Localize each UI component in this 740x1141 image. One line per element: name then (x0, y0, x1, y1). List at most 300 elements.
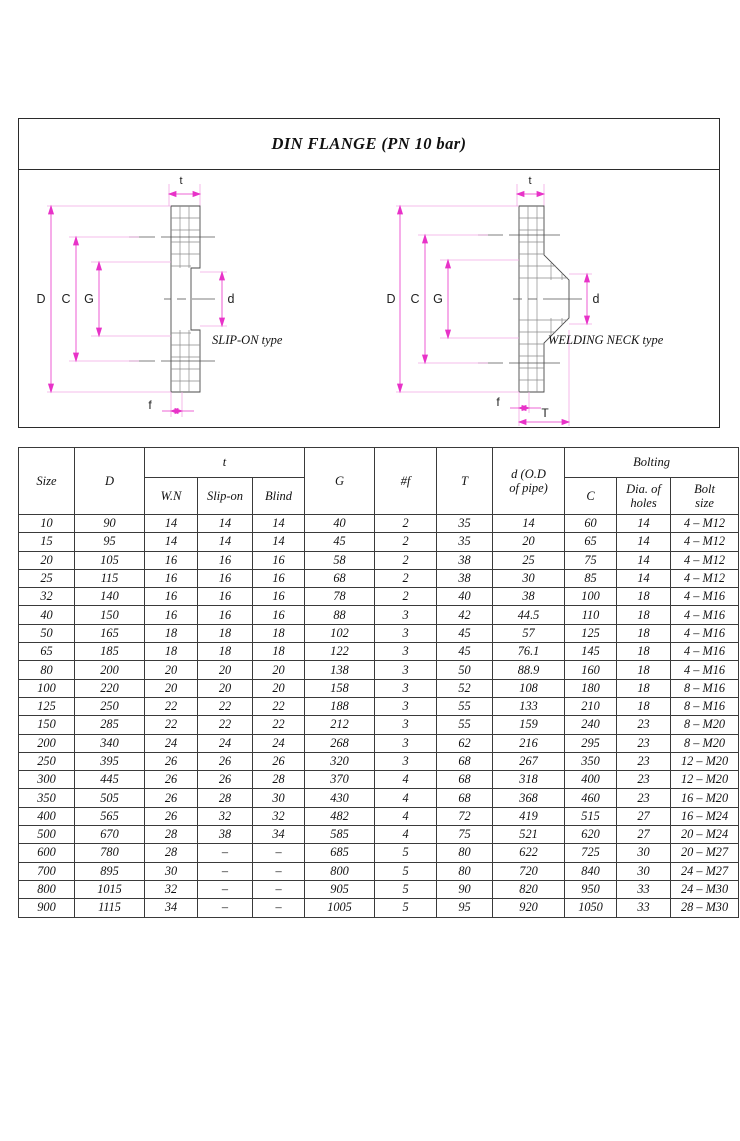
cell-blind: 16 (253, 588, 305, 606)
cell-dia-holes: 23 (617, 734, 671, 752)
cell-bolt-size: 12 – M20 (671, 771, 739, 789)
cell-hash-f: 2 (375, 569, 437, 587)
cell-G: 482 (305, 807, 375, 825)
cell-G: 68 (305, 569, 375, 587)
cell-dia-holes: 30 (617, 844, 671, 862)
col-header-T: T (437, 448, 493, 515)
cell-slip-on: – (198, 862, 253, 880)
cell-T: 45 (437, 643, 493, 661)
cell-blind: 20 (253, 679, 305, 697)
cell-C: 350 (565, 752, 617, 770)
cell-T: 68 (437, 789, 493, 807)
dim-label-D: D (36, 292, 46, 306)
cell-C: 65 (565, 533, 617, 551)
dim-label-d: d (227, 292, 235, 306)
col-header-size: Size (19, 448, 75, 515)
cell-bolt-size: 4 – M12 (671, 533, 739, 551)
bolt-size-line-1: Bolt (694, 481, 715, 496)
cell-slip-on: 26 (198, 752, 253, 770)
cell-size: 32 (19, 588, 75, 606)
cell-D: 150 (75, 606, 145, 624)
cell-hash-f: 3 (375, 606, 437, 624)
cell-size: 250 (19, 752, 75, 770)
cell-bolt-size: 24 – M30 (671, 880, 739, 898)
cell-dia-holes: 27 (617, 826, 671, 844)
cell-G: 430 (305, 789, 375, 807)
table-body (19, 515, 739, 918)
cell-D: 505 (75, 789, 145, 807)
d-pipe-line-1: d (O.D (511, 467, 546, 481)
cell-bolt-size: 4 – M16 (671, 606, 739, 624)
cell-G: 188 (305, 697, 375, 715)
cell-C: 100 (565, 588, 617, 606)
cell-dia-holes: 18 (617, 624, 671, 642)
cell-size: 20 (19, 551, 75, 569)
cell-slip-on: 16 (198, 569, 253, 587)
cell-D: 90 (75, 515, 145, 533)
cell-D: 1115 (75, 899, 145, 917)
cell-bolt-size: 16 – M20 (671, 789, 739, 807)
cell-hash-f: 3 (375, 752, 437, 770)
cell-hash-f: 5 (375, 880, 437, 898)
cell-hash-f: 3 (375, 661, 437, 679)
cell-bolt-size: 20 – M24 (671, 826, 739, 844)
cell-wn: 26 (145, 752, 198, 770)
cell-bolt-size: 4 – M12 (671, 551, 739, 569)
cell-d-pipe: 920 (493, 899, 565, 917)
cell-T: 80 (437, 844, 493, 862)
cell-bolt-size: 12 – M20 (671, 752, 739, 770)
cell-G: 88 (305, 606, 375, 624)
cell-G: 320 (305, 752, 375, 770)
cell-C: 840 (565, 862, 617, 880)
table-row (19, 844, 739, 862)
cell-wn: 34 (145, 899, 198, 917)
cell-bolt-size: 20 – M27 (671, 844, 739, 862)
cell-T: 52 (437, 679, 493, 697)
cell-slip-on: 18 (198, 643, 253, 661)
cell-T: 55 (437, 716, 493, 734)
table-row (19, 569, 739, 587)
dim-label-T: T (541, 406, 549, 420)
dim-label-G: G (84, 292, 94, 306)
flange-spec-table (18, 447, 739, 918)
cell-dia-holes: 27 (617, 807, 671, 825)
dim-f (510, 392, 541, 413)
cell-bolt-size: 4 – M16 (671, 624, 739, 642)
cell-G: 40 (305, 515, 375, 533)
cell-G: 685 (305, 844, 375, 862)
cell-slip-on: 20 (198, 661, 253, 679)
cell-D: 140 (75, 588, 145, 606)
cell-D: 780 (75, 844, 145, 862)
cell-d-pipe: 108 (493, 679, 565, 697)
cell-slip-on: 26 (198, 771, 253, 789)
cell-d-pipe: 76.1 (493, 643, 565, 661)
cell-slip-on: 16 (198, 551, 253, 569)
cell-blind: – (253, 899, 305, 917)
cell-size: 300 (19, 771, 75, 789)
cell-wn: 16 (145, 588, 198, 606)
cell-slip-on: 32 (198, 807, 253, 825)
d-pipe-line-2: of pipe) (509, 481, 548, 495)
cell-G: 158 (305, 679, 375, 697)
cell-hash-f: 4 (375, 771, 437, 789)
cell-size: 25 (19, 569, 75, 587)
col-header-dia-holes (617, 477, 671, 514)
cell-d-pipe: 720 (493, 862, 565, 880)
table-row (19, 752, 739, 770)
cell-blind: 18 (253, 643, 305, 661)
cell-bolt-size: 28 – M30 (671, 899, 739, 917)
cell-blind: 16 (253, 606, 305, 624)
cell-size: 200 (19, 734, 75, 752)
dim-label-d: d (592, 292, 600, 306)
cell-slip-on: 22 (198, 716, 253, 734)
cell-T: 68 (437, 752, 493, 770)
cell-hash-f: 3 (375, 716, 437, 734)
cell-size: 100 (19, 679, 75, 697)
col-header-hash-f: #f (375, 448, 437, 515)
cell-dia-holes: 30 (617, 862, 671, 880)
cell-T: 72 (437, 807, 493, 825)
cell-hash-f: 2 (375, 588, 437, 606)
cell-blind: 26 (253, 752, 305, 770)
cell-T: 38 (437, 569, 493, 587)
cell-size: 600 (19, 844, 75, 862)
cell-d-pipe: 521 (493, 826, 565, 844)
cell-wn: 16 (145, 569, 198, 587)
cell-C: 620 (565, 826, 617, 844)
cell-blind: 22 (253, 697, 305, 715)
cell-C: 295 (565, 734, 617, 752)
cell-blind: 24 (253, 734, 305, 752)
cell-slip-on: 16 (198, 588, 253, 606)
cell-T: 55 (437, 697, 493, 715)
cell-G: 122 (305, 643, 375, 661)
dim-f (162, 392, 194, 417)
cell-C: 125 (565, 624, 617, 642)
cell-T: 62 (437, 734, 493, 752)
cell-bolt-size: 4 – M16 (671, 643, 739, 661)
cell-dia-holes: 18 (617, 588, 671, 606)
cell-slip-on: – (198, 880, 253, 898)
cell-bolt-size: 24 – M27 (671, 862, 739, 880)
cell-d-pipe: 88.9 (493, 661, 565, 679)
cell-bolt-size: 8 – M20 (671, 734, 739, 752)
cell-D: 285 (75, 716, 145, 734)
cell-D: 165 (75, 624, 145, 642)
slip-on-type-label: SLIP-ON type (212, 333, 283, 347)
table-row (19, 826, 739, 844)
cell-d-pipe: 820 (493, 880, 565, 898)
cell-d-pipe: 38 (493, 588, 565, 606)
cell-size: 65 (19, 643, 75, 661)
cell-T: 90 (437, 880, 493, 898)
cell-slip-on: 24 (198, 734, 253, 752)
cell-hash-f: 3 (375, 624, 437, 642)
cell-D: 1015 (75, 880, 145, 898)
dia-holes-line-1: Dia. of (626, 481, 661, 496)
table-row (19, 880, 739, 898)
cell-slip-on: 18 (198, 624, 253, 642)
cell-slip-on: 14 (198, 533, 253, 551)
cell-wn: 24 (145, 734, 198, 752)
col-header-wn: W.N (145, 477, 198, 514)
cell-G: 45 (305, 533, 375, 551)
cell-hash-f: 5 (375, 899, 437, 917)
table-row (19, 697, 739, 715)
cell-d-pipe: 30 (493, 569, 565, 587)
cell-d-pipe: 25 (493, 551, 565, 569)
col-header-bolting-group: Bolting (565, 448, 739, 478)
cell-d-pipe: 216 (493, 734, 565, 752)
cell-bolt-size: 4 – M16 (671, 588, 739, 606)
cell-dia-holes: 23 (617, 771, 671, 789)
cell-hash-f: 3 (375, 697, 437, 715)
cell-slip-on: 22 (198, 697, 253, 715)
table-row (19, 533, 739, 551)
cell-hash-f: 3 (375, 734, 437, 752)
table-row (19, 643, 739, 661)
cell-T: 75 (437, 826, 493, 844)
cell-blind: 30 (253, 789, 305, 807)
cell-blind: – (253, 862, 305, 880)
dim-label-G: G (433, 292, 443, 306)
cell-hash-f: 4 (375, 789, 437, 807)
cell-blind: 16 (253, 551, 305, 569)
cell-dia-holes: 14 (617, 569, 671, 587)
cell-d-pipe: 622 (493, 844, 565, 862)
cell-C: 240 (565, 716, 617, 734)
cell-C: 160 (565, 661, 617, 679)
cell-G: 58 (305, 551, 375, 569)
cell-D: 565 (75, 807, 145, 825)
cell-wn: 16 (145, 551, 198, 569)
drawing-area (19, 170, 719, 428)
cell-C: 60 (565, 515, 617, 533)
cell-C: 180 (565, 679, 617, 697)
cell-size: 900 (19, 899, 75, 917)
cell-d-pipe: 318 (493, 771, 565, 789)
cell-G: 102 (305, 624, 375, 642)
cell-size: 500 (19, 826, 75, 844)
cell-hash-f: 3 (375, 679, 437, 697)
cell-dia-holes: 18 (617, 679, 671, 697)
table-row (19, 862, 739, 880)
dim-label-t: t (179, 175, 183, 187)
cell-wn: 16 (145, 606, 198, 624)
cell-wn: 14 (145, 533, 198, 551)
cell-T: 40 (437, 588, 493, 606)
cell-D: 340 (75, 734, 145, 752)
cell-D: 105 (75, 551, 145, 569)
cell-bolt-size: 4 – M12 (671, 569, 739, 587)
cell-D: 670 (75, 826, 145, 844)
cell-T: 38 (437, 551, 493, 569)
cell-d-pipe: 14 (493, 515, 565, 533)
cell-wn: 18 (145, 643, 198, 661)
slip-on-figure (19, 170, 370, 428)
cell-wn: 32 (145, 880, 198, 898)
cell-size: 150 (19, 716, 75, 734)
cell-wn: 26 (145, 807, 198, 825)
cell-d-pipe: 133 (493, 697, 565, 715)
dim-G (440, 260, 519, 338)
cell-T: 80 (437, 862, 493, 880)
table-row (19, 734, 739, 752)
dia-holes-line-2: holes (630, 495, 657, 510)
col-header-d-pipe (493, 448, 565, 515)
drawing-title-bar (19, 119, 719, 170)
table-row (19, 899, 739, 917)
col-header-t-group: t (145, 448, 305, 478)
table-row (19, 515, 739, 533)
welding-neck-drawing-svg (370, 170, 721, 428)
cell-D: 115 (75, 569, 145, 587)
col-header-blind: Blind (253, 477, 305, 514)
page-title: DIN FLANGE (PN 10 bar) (271, 134, 467, 153)
cell-size: 125 (19, 697, 75, 715)
cell-C: 950 (565, 880, 617, 898)
cell-D: 445 (75, 771, 145, 789)
table-row (19, 606, 739, 624)
cell-D: 395 (75, 752, 145, 770)
dim-C (418, 235, 488, 363)
cell-size: 800 (19, 880, 75, 898)
cell-T: 95 (437, 899, 493, 917)
cell-dia-holes: 14 (617, 533, 671, 551)
table-row (19, 661, 739, 679)
cell-dia-holes: 14 (617, 551, 671, 569)
cell-T: 42 (437, 606, 493, 624)
cell-dia-holes: 18 (617, 643, 671, 661)
cell-blind: 16 (253, 569, 305, 587)
cell-T: 35 (437, 515, 493, 533)
welding-neck-figure (370, 170, 721, 428)
cell-d-pipe: 159 (493, 716, 565, 734)
cell-dia-holes: 33 (617, 899, 671, 917)
cell-G: 1005 (305, 899, 375, 917)
cell-hash-f: 5 (375, 844, 437, 862)
table-row (19, 789, 739, 807)
cell-slip-on: 14 (198, 515, 253, 533)
cell-C: 725 (565, 844, 617, 862)
dim-label-C: C (410, 292, 420, 306)
cell-G: 212 (305, 716, 375, 734)
cell-blind: 34 (253, 826, 305, 844)
col-header-G: G (305, 448, 375, 515)
table-row (19, 679, 739, 697)
dim-label-f: f (148, 398, 152, 412)
table-head (19, 448, 739, 515)
cell-D: 220 (75, 679, 145, 697)
cell-blind: – (253, 844, 305, 862)
cell-D: 895 (75, 862, 145, 880)
cell-wn: 14 (145, 515, 198, 533)
cell-bolt-size: 4 – M12 (671, 515, 739, 533)
cell-size: 50 (19, 624, 75, 642)
dim-label-C: C (61, 292, 71, 306)
dim-label-t: t (528, 175, 532, 187)
cell-dia-holes: 33 (617, 880, 671, 898)
cell-wn: 30 (145, 862, 198, 880)
cell-dia-holes: 23 (617, 716, 671, 734)
cell-d-pipe: 57 (493, 624, 565, 642)
table-row (19, 771, 739, 789)
cell-hash-f: 2 (375, 533, 437, 551)
cell-slip-on: – (198, 899, 253, 917)
cell-wn: 20 (145, 679, 198, 697)
cell-wn: 28 (145, 826, 198, 844)
cell-G: 268 (305, 734, 375, 752)
bolt-size-line-2: size (695, 495, 714, 510)
table-row (19, 716, 739, 734)
cell-wn: 26 (145, 771, 198, 789)
cell-slip-on: – (198, 844, 253, 862)
cell-hash-f: 3 (375, 643, 437, 661)
cell-wn: 22 (145, 716, 198, 734)
cell-size: 10 (19, 515, 75, 533)
cell-d-pipe: 419 (493, 807, 565, 825)
cell-size: 15 (19, 533, 75, 551)
cell-C: 515 (565, 807, 617, 825)
cell-hash-f: 2 (375, 551, 437, 569)
cell-D: 185 (75, 643, 145, 661)
cell-C: 460 (565, 789, 617, 807)
cell-blind: 22 (253, 716, 305, 734)
cell-bolt-size: 4 – M16 (671, 661, 739, 679)
cell-slip-on: 20 (198, 679, 253, 697)
cell-size: 400 (19, 807, 75, 825)
dim-C (69, 237, 139, 361)
cell-dia-holes: 14 (617, 515, 671, 533)
cell-C: 110 (565, 606, 617, 624)
cell-C: 145 (565, 643, 617, 661)
cell-G: 138 (305, 661, 375, 679)
cell-C: 75 (565, 551, 617, 569)
cell-D: 95 (75, 533, 145, 551)
table-row (19, 807, 739, 825)
cell-dia-holes: 18 (617, 661, 671, 679)
cell-blind: – (253, 880, 305, 898)
cell-T: 35 (437, 533, 493, 551)
cell-size: 350 (19, 789, 75, 807)
cell-wn: 20 (145, 661, 198, 679)
cell-slip-on: 38 (198, 826, 253, 844)
cell-size: 700 (19, 862, 75, 880)
cell-blind: 18 (253, 624, 305, 642)
cell-d-pipe: 20 (493, 533, 565, 551)
cell-hash-f: 4 (375, 826, 437, 844)
dim-label-f: f (496, 395, 500, 409)
cell-hash-f: 5 (375, 862, 437, 880)
cell-G: 905 (305, 880, 375, 898)
table-row (19, 588, 739, 606)
cell-bolt-size: 8 – M16 (671, 697, 739, 715)
cell-hash-f: 4 (375, 807, 437, 825)
cell-blind: 28 (253, 771, 305, 789)
slip-on-drawing-svg (19, 170, 370, 428)
cell-hash-f: 2 (375, 515, 437, 533)
cell-wn: 28 (145, 844, 198, 862)
cell-G: 585 (305, 826, 375, 844)
col-header-bolt-size (671, 477, 739, 514)
cell-G: 78 (305, 588, 375, 606)
cell-dia-holes: 18 (617, 606, 671, 624)
dim-G (91, 262, 171, 336)
cell-G: 800 (305, 862, 375, 880)
